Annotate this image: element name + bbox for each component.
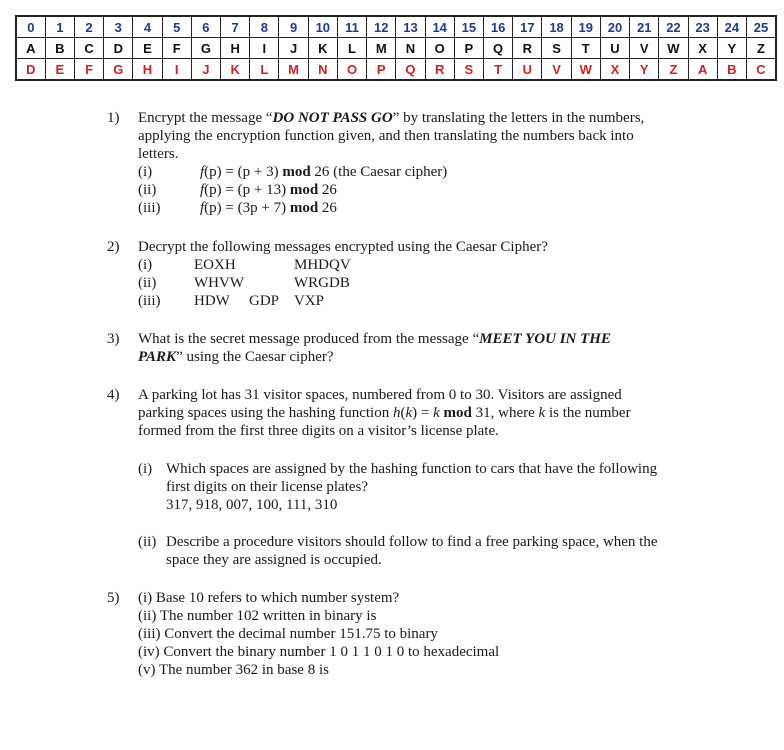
cipher-letter-cell: J [191,59,220,81]
question-text: formed from the first three digits on a visitor’s license plate. [138,423,499,439]
cipher-letter-cell: P [367,59,396,81]
plain-letter-cell: D [104,38,133,59]
question-text: What is the secret message produced from the message “MEET YOU IN THE [138,331,611,347]
plain-letter-cell: M [367,38,396,59]
number-cell: 19 [571,16,600,38]
number-cell: 24 [717,16,746,38]
plain-letter-cell: Q [484,38,513,59]
question-text: space they are assigned is occupied. [166,552,382,568]
cipher-letter-cell: R [425,59,454,81]
question-text: Encrypt the message “DO NOT PASS GO” by translating the letters in the numbers, [138,110,645,126]
plain-letter-cell: E [133,38,162,59]
cipher-letter-cell: K [221,59,250,81]
cipher-item: (i) EOXH MHDQV [138,257,351,273]
number-cell: 10 [308,16,337,38]
number-cell: 9 [279,16,308,38]
cipher-letter-cell: Y [630,59,659,81]
cipher-letter-cell: E [45,59,74,81]
plain-letter-cell: Y [717,38,746,59]
number-cell: 3 [104,16,133,38]
cipher-letter-cell: Z [659,59,688,81]
number-cell: 11 [337,16,366,38]
function-item: (i) f(p) = (p + 3) mod 26 (the Caesar cipher) [138,164,448,180]
plain-letter-cell: N [396,38,425,59]
plain-letter-cell: T [571,38,600,59]
question-text: Which spaces are assigned by the hashing function to cars that have the following [166,461,658,477]
function-item: (ii) f(p) = (p + 13) mod 26 [138,182,337,198]
cipher-letter-cell: U [513,59,542,81]
question-text: first digits on their license plates? [166,479,369,495]
cipher-letter-cell: T [484,59,513,81]
plain-letter-cell: G [191,38,220,59]
cipher-letter-cell: I [162,59,191,81]
plain-letter-cell: I [250,38,279,59]
question-number: 5) [107,590,120,606]
number-cell: 18 [542,16,571,38]
question-number: 4) [107,387,120,403]
cipher-letter-cell: H [133,59,162,81]
question-item: (iv) Convert the binary number 1 0 1 1 0 1 0 to hexadecimal [138,644,500,660]
question-text: PARK” using the Caesar cipher? [138,349,334,365]
plain-letter-cell: B [45,38,74,59]
cipher-letter-cell: N [308,59,337,81]
question-item: (v) The number 362 in base 8 is [138,662,329,678]
number-cell: 22 [659,16,688,38]
number-cell: 14 [425,16,454,38]
number-cell: 12 [367,16,396,38]
message-text: PARK [138,349,177,365]
plate-digits: 317, 918, 007, 100, 111, 310 [166,497,338,513]
cipher-letter-cell: G [104,59,133,81]
number-row [16,16,776,38]
plain-letter-cell: S [542,38,571,59]
cipher-letter-cell: A [688,59,717,81]
number-cell: 17 [513,16,542,38]
question-item: (i) Base 10 refers to which number system? [138,590,400,606]
number-cell: 5 [162,16,191,38]
plain-letter-cell: X [688,38,717,59]
cipher-letter-cell: S [454,59,483,81]
question-text: A parking lot has 31 visitor spaces, numbered from 0 to 30. Visitors are assigned [138,387,622,403]
cipher-letter-cell: L [250,59,279,81]
question-text: Decrypt the following messages encrypted using the Caesar Cipher? [138,239,548,255]
plain-letter-cell: L [337,38,366,59]
number-cell: 1 [45,16,74,38]
cipher-letter-cell: Q [396,59,425,81]
question-text: parking spaces using the hashing function h(k) = k mod 31, where k is the number [138,405,631,421]
ciphertext-row [16,59,776,81]
question-item: (iii) Convert the decimal number 151.75 to binary [138,626,438,642]
plain-letter-cell: K [308,38,337,59]
cipher-letter-cell: O [337,59,366,81]
question-text: applying the encryption function given, and then translating the numbers back into [138,128,634,144]
plaintext-row [16,38,776,59]
part-label: (i) [138,461,153,477]
cipher-letter-cell: V [542,59,571,81]
message-text: DO NOT PASS GO [272,110,393,126]
message-text: MEET YOU IN THE [479,331,611,347]
number-cell: 0 [16,16,45,38]
plain-letter-cell: Z [746,38,776,59]
number-cell: 2 [74,16,103,38]
question-item: (ii) The number 102 written in binary is [138,608,377,624]
plain-letter-cell: O [425,38,454,59]
number-cell: 7 [221,16,250,38]
number-cell: 6 [191,16,220,38]
plain-letter-cell: C [74,38,103,59]
number-cell: 15 [454,16,483,38]
number-cell: 4 [133,16,162,38]
cipher-letter-cell: D [16,59,45,81]
cipher-letter-cell: C [746,59,776,81]
plain-letter-cell: W [659,38,688,59]
plain-letter-cell: H [221,38,250,59]
function-item: (iii) f(p) = (3p + 7) mod 26 [138,200,337,216]
cipher-letter-cell: B [717,59,746,81]
number-cell: 21 [630,16,659,38]
plain-letter-cell: J [279,38,308,59]
cipher-letter-cell: M [279,59,308,81]
number-cell: 20 [600,16,629,38]
plain-letter-cell: V [630,38,659,59]
question-number: 2) [107,239,120,255]
number-cell: 16 [484,16,513,38]
number-cell: 13 [396,16,425,38]
cipher-item: (ii) WHVW WRGDB [138,275,350,291]
plain-letter-cell: F [162,38,191,59]
cipher-letter-cell: W [571,59,600,81]
question-text: Describe a procedure visitors should follow to find a free parking space, when the [166,534,658,550]
number-cell: 8 [250,16,279,38]
question-text: letters. [138,146,179,162]
plain-letter-cell: A [16,38,45,59]
plain-letter-cell: P [454,38,483,59]
question-number: 3) [107,331,120,347]
number-cell: 25 [746,16,776,38]
plain-letter-cell: U [600,38,629,59]
number-cell: 23 [688,16,717,38]
plain-letter-cell: R [513,38,542,59]
part-label: (ii) [138,534,157,550]
cipher-letter-cell: F [74,59,103,81]
cipher-letter-cell: X [600,59,629,81]
question-number: 1) [107,110,120,126]
cipher-table [15,15,777,81]
cipher-item: (iii) HDW GDP VXP [138,293,325,309]
